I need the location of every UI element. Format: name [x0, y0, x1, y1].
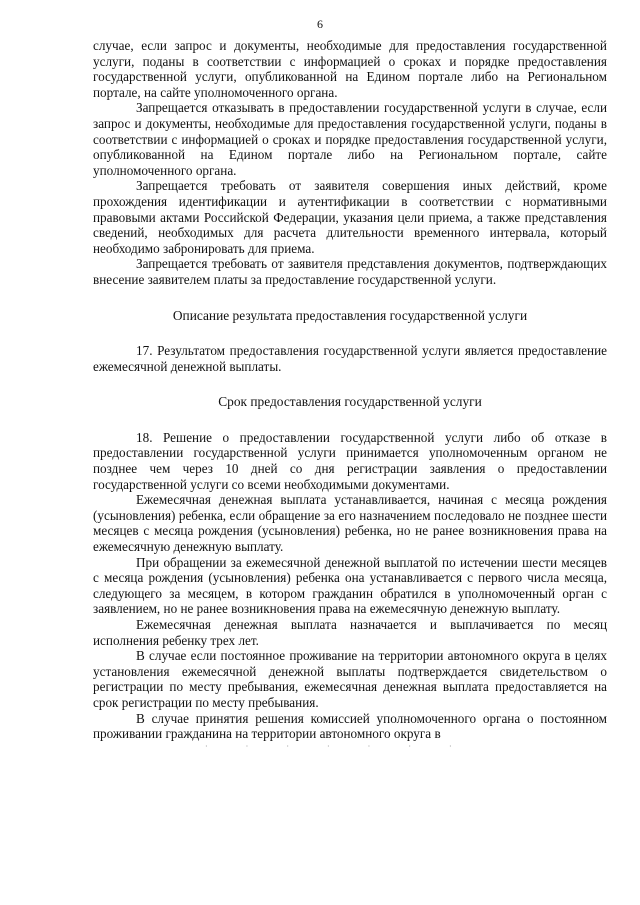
page-number: 6	[317, 17, 323, 31]
paragraph-temporary-registration: В случае если постоянное проживание на территории автономного округа в целях установления ежемесячной денежной выплаты подтверждается свидетельством о регистрации по месту пребывания, ежемесячная денежная выплата предоставляется на срок регистрации по месту пребывания.	[93, 648, 607, 710]
section-heading-term: Срок предоставления государственной услуги	[218, 394, 482, 410]
scan-artifact: · · · · · · ·	[205, 742, 470, 751]
paragraph-actions-prohibition: Запрещается требовать от заявителя совершения иных действий, кроме прохождения идентификации и аутентификации в соответствии с нормативными правовыми актами Российской Федерации, указания цели приема, а также представления сведений, необходимых для расчета длительности временного интервала, который необходимо забронировать для приема.	[93, 178, 607, 256]
section-heading-result: Описание результата предоставления государственной услуги	[172, 307, 528, 323]
paragraph-commission-decision: В случае принятия решения комиссией уполномоченного органа о постоянном проживании гражданина на территории автономного округа в	[93, 710, 607, 742]
document-body	[93, 38, 607, 742]
paragraph-payment-duration: Ежемесячная денежная выплата назначается и выплачивается по месяц исполнения ребенку трех лет.	[93, 617, 607, 648]
paragraph-payment-start: Ежемесячная денежная выплата устанавливается, начиная с месяца рождения (усыновления) ребенка, если обращение за его назначением последовало не позднее шести месяцев с месяца рождения (усыновления) ребенка, но не ранее возникновения права на ежемесячную денежную выплату.	[93, 492, 607, 555]
paragraph-fee-prohibition: Запрещается требовать от заявителя представления документов, подтверждающих внесение заявителем платы за предоставление государственной услуги.	[93, 256, 607, 287]
paragraph-late-application: При обращении за ежемесячной денежной выплатой по истечении шести месяцев с месяца рождения (усыновления) ребенка она устанавливается с первого числа месяца, следующего за месяцем, в котором гражданин обратился в уполномоченный орган с заявлением, но не ранее возникновения права на ежемесячную денежную выплату.	[93, 554, 607, 617]
paragraph-refusal-prohibition: Запрещается отказывать в предоставлении государственной услуги в случае, если запрос и документы, необходимые для предоставления государственной услуги, поданы в соответствии с информацией о сроках и порядке предоставления государственной услуги, опубликованной на Едином портале либо на Региональном портале, сайте уполномоченного органа.	[93, 100, 607, 178]
paragraph-continuation: случае, если запрос и документы, необходимые для предоставления государственной услуги, поданы в соответствии с информацией о сроках и порядке предоставления государственной услуги, опубликованной на Едином портале либо на Региональном портале, на сайте уполномоченного органа.	[93, 38, 607, 100]
paragraph-section-18: 18. Решение о предоставлении государственной услуги либо об отказе в предоставлении государственной услуги принимается уполномоченным органом не позднее чем через 10 дней со дня регистрации заявления о предоставлении государственной услуги со всеми необходимыми документами.	[93, 429, 607, 492]
paragraph-section-17: 17. Результатом предоставления государственной услуги является предоставление ежемесячной денежной выплаты.	[93, 343, 607, 374]
